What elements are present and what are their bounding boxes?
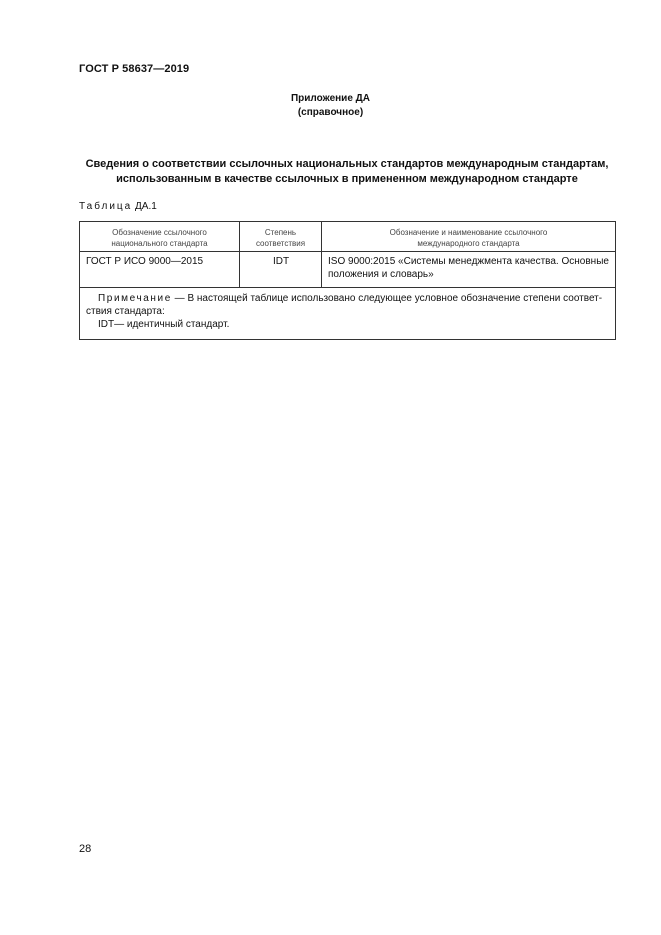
standards-table: [79, 221, 616, 340]
section-title-line1: Сведения о соответствии ссылочных национальных стандартов международным стандартам,: [85, 158, 609, 170]
page-number: 28: [79, 843, 92, 855]
table-header-row: [80, 222, 616, 252]
note-text-line1: — В настоящей таблице использовано следующее условное обозначение степени соответ-: [171, 293, 603, 304]
header-international-standard: [322, 222, 616, 252]
appendix-heading: [0, 92, 661, 120]
note-text-line2: ствия стандарта:: [86, 306, 165, 317]
header-national-standard: [80, 222, 240, 252]
table-caption-label: Таблица: [79, 201, 133, 212]
header-degree: [240, 222, 322, 252]
document-code: ГОСТ Р 58637—2019: [79, 63, 190, 75]
appendix-subtitle: (справочное): [297, 107, 364, 118]
table-caption-number: ДА.1: [135, 201, 157, 212]
note-text-line3: IDT— идентичный стандарт.: [98, 319, 230, 330]
note-label: Примечание: [98, 293, 172, 304]
section-title: [79, 157, 615, 187]
appendix-title: Приложение ДА: [290, 93, 371, 104]
cell-international-standard: ISO 9000:2015 «Системы менеджмента качества. Основные положения и словарь»: [322, 252, 616, 288]
header-degree-line1: Степень: [264, 228, 297, 237]
table-note-row: [80, 288, 616, 340]
table-caption: [79, 201, 157, 212]
header-national-line1: Обозначение ссылочного: [112, 228, 207, 237]
cell-degree: IDT: [240, 252, 322, 288]
header-degree-line2: соответствия: [255, 239, 306, 248]
header-international-line2: международного стандарта: [417, 239, 520, 248]
header-national-line2: национального стандарта: [111, 239, 208, 248]
cell-national-standard: ГОСТ Р ИСО 9000—2015: [80, 252, 240, 288]
header-international-line1: Обозначение и наименование ссылочного: [389, 228, 548, 237]
table-row: [80, 252, 616, 288]
table-note: [80, 288, 616, 340]
section-title-line2: использованным в качестве ссылочных в примененном международном стандарте: [116, 173, 578, 185]
